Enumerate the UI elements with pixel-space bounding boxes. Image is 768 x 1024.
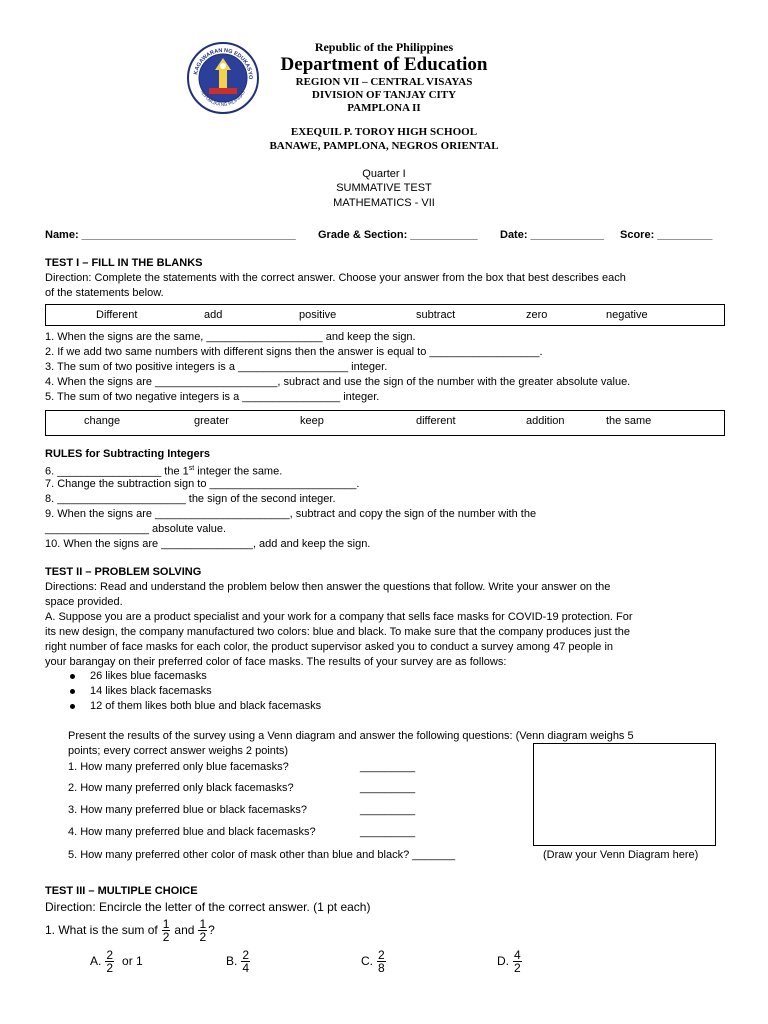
choice-a-label[interactable]: A.	[90, 954, 102, 968]
frac-numerator: 2	[378, 947, 385, 962]
department-title: Department of Education	[280, 54, 488, 75]
choice-b[interactable]	[226, 946, 250, 976]
choice-a-fraction	[105, 949, 114, 974]
frac-numerator: 2	[242, 947, 250, 962]
rule-10: 10. When the signs are _______________, add and keep the sign.	[45, 538, 371, 550]
question-1-mc	[45, 914, 215, 946]
test1-title: TEST I – FILL IN THE BLANKS	[45, 257, 203, 269]
venn-diagram-box[interactable]	[533, 743, 716, 846]
word-box-1-item: negative	[606, 309, 648, 321]
test1-item-1: 1. When the signs are the same, ___________________ and keep the sign.	[45, 331, 416, 343]
word-box-1-item: zero	[526, 309, 548, 321]
word-box-1-item: positive	[299, 309, 337, 321]
frac-denominator: 2	[199, 929, 207, 944]
choice-c[interactable]	[361, 946, 386, 976]
date-field[interactable]: Date: ____________	[500, 229, 604, 241]
question-3: 3. How many preferred blue or black facemasks?	[68, 804, 308, 816]
test3-title: TEST III – MULTIPLE CHOICE	[45, 885, 198, 897]
rule-9-cont: _________________ absolute value.	[45, 523, 227, 535]
word-box-1-item: add	[204, 309, 223, 321]
answer-blank-2[interactable]: _________	[360, 782, 416, 794]
problem-line-4: your barangay on their preferred color of face masks. The results of your survey are as follows:	[45, 656, 507, 668]
test1-direction-1: Direction: Complete the statements with the correct answer. Choose your answer from the box that best describes each	[45, 272, 626, 284]
choice-b-fraction	[241, 949, 250, 974]
choice-c-label[interactable]: C.	[361, 954, 373, 968]
problem-line-1: A. Suppose you are a product specialist and your work for a company that sells face masks for COVID-19 protection. For	[45, 611, 633, 623]
test1-item-5: 5. The sum of two negative integers is a ________________ integer.	[45, 391, 380, 403]
rule-7: 7. Change the subtraction sign to ________________________.	[45, 478, 360, 490]
test1-direction-2: of the statements below.	[45, 287, 164, 299]
word-box-2-item: greater	[194, 415, 229, 427]
answer-blank-1[interactable]: _________	[360, 761, 416, 773]
question-2: 2. How many preferred only black facemasks?	[68, 782, 294, 794]
word-box-2-item: keep	[300, 415, 324, 427]
test2-direction-1: Directions: Read and understand the problem below then answer the questions that follow. Write your answer on the	[45, 581, 611, 593]
frac-denominator: 2	[514, 960, 521, 975]
rule-6-text-a: 6. _________________ the 1	[45, 465, 189, 478]
rule-8: 8. _____________________ the sign of the second integer.	[45, 493, 336, 505]
frac-denominator: 8	[378, 960, 385, 975]
word-box-2-item: different	[416, 415, 456, 427]
word-box-1	[45, 304, 725, 326]
fraction-one-half	[162, 918, 171, 943]
bullet-icon	[70, 704, 75, 709]
school-address: BANAWE, PAMPLONA, NEGROS ORIENTAL	[269, 140, 499, 152]
answer-blank-4[interactable]: _________	[360, 826, 416, 838]
score-field[interactable]: Score: _________	[620, 229, 713, 241]
rule-6-text-b: integer the same.	[194, 465, 283, 478]
rule-9: 9. When the signs are ______________________, subtract and copy the sign of the number with the	[45, 508, 537, 520]
frac-denominator: 2	[162, 929, 170, 944]
present-line-2: points; every correct answer weighs 2 points)	[68, 745, 289, 757]
word-box-2	[45, 410, 725, 436]
frac-numerator: 4	[514, 947, 521, 962]
school-name: EXEQUIL P. TOROY HIGH SCHOOL	[290, 126, 478, 138]
republic-line: Republic of the Philippines	[314, 40, 454, 54]
word-box-2-item: change	[84, 415, 121, 427]
answer-blank-3[interactable]: _________	[360, 804, 416, 816]
fraction-one-half	[198, 918, 207, 943]
problem-line-3: right number of face masks for each color, the product supervisor asked you to conduct a survey among 47 people in	[45, 641, 614, 653]
q1-text: 1. What is the sum of	[45, 923, 158, 937]
test-type: SUMMATIVE TEST	[336, 182, 432, 194]
present-line-1: Present the results of the survey using a Venn diagram and answer the following questions: (Venn diagram weighs 5	[68, 730, 634, 742]
choice-a[interactable]	[90, 946, 143, 976]
grade-section-field[interactable]: Grade & Section: ___________	[318, 229, 478, 241]
survey-bullet-3: 12 of them likes both blue and black facemasks	[90, 700, 322, 712]
district-line: PAMPLONA II	[347, 102, 421, 114]
venn-caption: (Draw your Venn Diagram here)	[543, 849, 699, 861]
quarter-line: Quarter I	[362, 168, 406, 180]
question-1: 1. How many preferred only blue facemasks?	[68, 761, 289, 773]
frac-denominator: 2	[106, 960, 114, 975]
choice-b-label[interactable]: B.	[226, 954, 238, 968]
word-box-2-item: addition	[526, 415, 565, 427]
test1-item-3: 3. The sum of two positive integers is a __________________ integer.	[45, 361, 388, 373]
choice-d-label[interactable]: D.	[497, 954, 509, 968]
seal-text-top: KAGAWARAN NG EDUKASYO	[193, 47, 254, 80]
test2-direction-2: space provided.	[45, 596, 123, 608]
frac-numerator: 1	[199, 916, 207, 931]
subject-line: MATHEMATICS - VII	[333, 197, 435, 209]
name-field[interactable]: Name: ___________________________________	[45, 229, 296, 241]
seal-text-bottom: REPUBLIKA NG PILIPINAS	[199, 89, 246, 108]
division-line: DIVISION OF TANJAY CITY	[311, 89, 457, 101]
rule-6-sup: st	[188, 465, 195, 472]
survey-bullet-2: 14 likes black facemasks	[90, 685, 212, 697]
test1-item-2: 2. If we add two same numbers with different signs then the answer is equal to __________________.	[45, 346, 543, 358]
choice-c-fraction	[377, 949, 386, 974]
bullet-icon	[70, 689, 75, 694]
question-4: 4. How many preferred blue and black facemasks?	[68, 826, 316, 838]
test2-title: TEST II – PROBLEM SOLVING	[45, 566, 202, 578]
frac-numerator: 1	[162, 916, 170, 931]
choice-d-fraction	[513, 949, 522, 974]
region-line: REGION VII – CENTRAL VISAYAS	[295, 76, 473, 88]
word-box-1-item: Different	[96, 309, 138, 321]
test3-direction: Direction: Encircle the letter of the correct answer. (1 pt each)	[45, 900, 371, 914]
choice-a-suffix: or 1	[122, 954, 143, 968]
question-5[interactable]: 5. How many preferred other color of mask other than blue and black? _______	[68, 849, 456, 861]
bullet-icon	[70, 674, 75, 679]
q1-end: ?	[208, 923, 215, 937]
choice-d[interactable]	[497, 946, 522, 976]
q1-and: and	[174, 923, 195, 937]
test1-item-4: 4. When the signs are ____________________, subract and use the sign of the number with the greater absolute value.	[45, 376, 631, 388]
word-box-2-item: the same	[606, 415, 652, 427]
word-box-1-item: subtract	[416, 309, 456, 321]
rules-title: RULES for Subtracting Integers	[45, 448, 211, 460]
frac-denominator: 4	[242, 960, 250, 975]
problem-line-2: its new design, the company manufactured two colors: blue and black. To make sure that the company produces just the	[45, 626, 630, 638]
survey-bullet-1: 26 likes blue facemasks	[90, 670, 207, 682]
frac-numerator: 2	[106, 947, 114, 962]
